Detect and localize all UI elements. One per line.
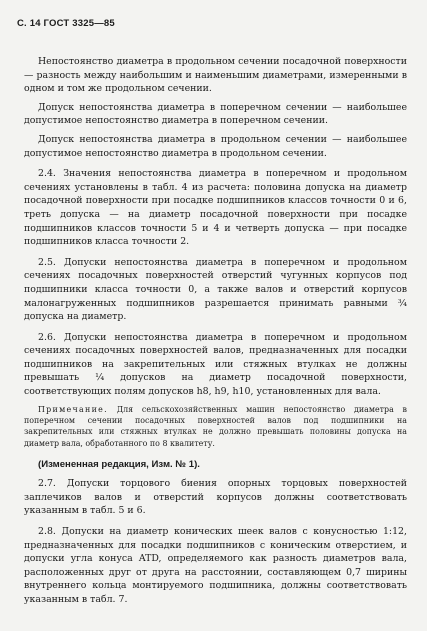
note-label: Примечание. [38,404,108,414]
note-paragraph [24,404,407,450]
amendment-note: (Измененная редакция, Изм. № 1). [38,459,200,471]
document-body [24,55,407,614]
paragraph-2-7: 2.7. Допуски торцового биения опорных торцовых поверхностей заплечиков валов и отверстий корпусов должны соответствовать указанным в табл. 5 и 6. [24,478,407,517]
note-text: Для сельскохозяйственных машин непостоянство диаметра в поперечном сечении посадочных поверхностей валов под подшипники на закрепительных или стяжных втулках не должно превышать половины допуска на диаметр вала, обработанного по 8 квалитету. [24,404,407,448]
paragraph-2-6: 2.6. Допуски непостоянства диаметра в поперечном и продольном сечениях посадочных поверхностей валов, предназначенных для посадки подшипников на закрепительных или стяжных втулках не должны превышать ¼ допусков на диаметр посадочной поверхности, соответствующих полям допусков h8, h9, h10, установленных для вала. [24,331,407,398]
paragraph-definition-longitudinal: Непостоянство диаметра в продольном сечении посадочной поверхности — разность между наибольшим и наименьшим диаметрами, измеренными в одном и том же продольном сечении. [24,56,407,95]
paragraph-tolerance-longitudinal: Допуск непостоянства диаметра в продольном сечении — наибольшее допустимое непостоянство диаметра в продольном сечении. [24,133,407,159]
paragraph-tolerance-cross-section: Допуск непостоянства диаметра в поперечном сечении — наибольшее допустимое непостоянство диаметра в поперечном сечении. [24,101,407,127]
paragraph-2-8: 2.8. Допуски на диаметр конических шеек валов с конусностью 1:12, предназначенных для посадки подшипников с коническим отверстием, и допуски угла конуса ATD, определяемого как разность диаметров вала, расположенных друг от друга на расстоянии, составляющем 0,7 ширины внутреннего кольца монтируемого подшипника, должны соответствовать указанным в табл. 7. [24,526,407,606]
paragraph-2-4: 2.4. Значения непостоянства диаметра в поперечном и продольном сечениях установлены в табл. 4 из расчета: половина допуска на диаметр посадочной поверхности при посадке подшипников классов точности 0 и 6, треть допуска — на диаметр посадочной поверхности при посадке подшипников классов точности 5 и 4 и четверть допуска — при посадке подшипников класса точности 2. [24,168,407,248]
page-header: С. 14 ГОСТ 3325—85 [17,18,115,29]
paragraph-2-5: 2.5. Допуски непостоянства диаметра в поперечном и продольном сечениях посадочных поверхностей отверстий чугунных корпусов под подшипники класса точности 0, а также валов и отверстий корпусов малонагруженных подшипников разрешается принимать равными ¾ допуска на диаметр. [24,256,407,323]
